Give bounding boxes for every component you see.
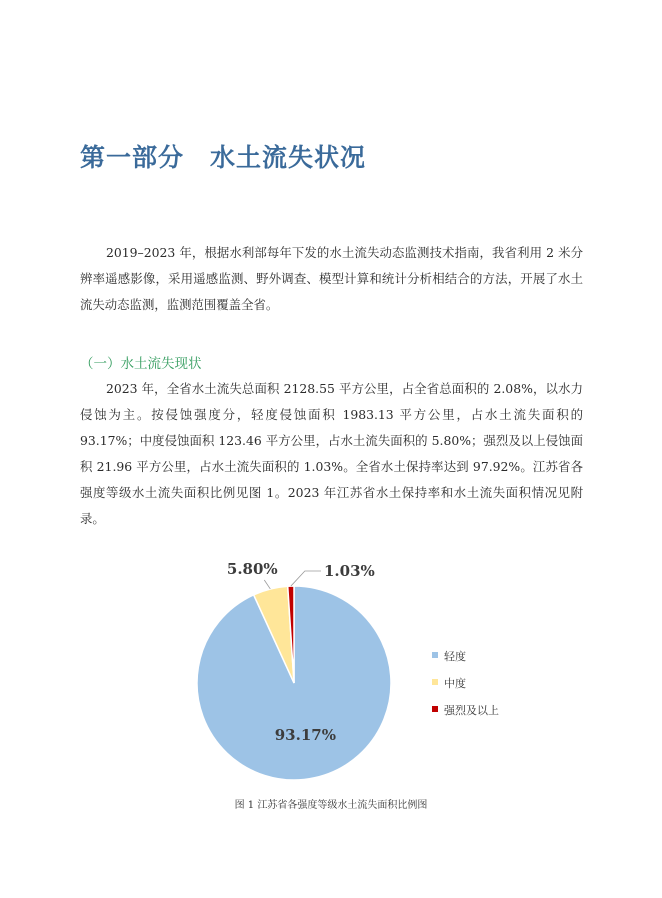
data-label-moderate: 5.80%	[226, 560, 278, 578]
leader-line-severe	[291, 571, 321, 586]
figure-caption: 图 1 江苏省各强度等级水土流失面积比例图	[234, 800, 428, 811]
legend-swatch-severe	[432, 706, 438, 712]
intro-paragraph: 2019–2023 年，根据水利部每年下发的水土流失动态监测技术指南，我省利用 2 米分辨率遥感影像，采用遥感监测、野外调查、模型计算和统计分析相结合的方法，开展了水土流失动态监测，监测范围覆盖全省。	[80, 245, 583, 312]
part-name: 水土流失状况	[210, 143, 367, 172]
part-number: 第一部分	[80, 143, 185, 172]
legend-item-severe	[432, 702, 499, 729]
legend-label-light: 轻度	[444, 650, 466, 663]
legend-swatch-light	[432, 652, 438, 658]
status-paragraph: 2023 年，全省水土流失总面积 2128.55 平方公里，占全省总面积的 2.08%，以水力侵蚀为主。按侵蚀强度分，轻度侵蚀面积 1983.13 平方公里，占水土流失面积的 93.17%；中度侵蚀面积 123.46 平方公里，占水土流失面积的 5.80%；强烈及以上侵蚀面积 21.96 平方公里，占水土流失面积的 1.03%。全省水土保持率达到 97.92%。江苏省各强度等级水土流失面积比例见图 1。2023 年江苏省水土保持率和水土流失面积情况见附录。	[80, 381, 583, 526]
legend-item-moderate	[432, 675, 499, 702]
pie-chart	[190, 550, 410, 790]
data-label-severe: 1.03%	[324, 562, 375, 580]
chart-legend	[432, 648, 499, 729]
data-label-light: 93.17%	[274, 726, 336, 745]
part-title	[80, 138, 366, 174]
legend-label-severe: 强烈及以上	[444, 704, 499, 717]
legend-swatch-moderate	[432, 679, 438, 685]
section-heading: （一）水土流失现状	[80, 356, 202, 372]
legend-item-light	[432, 648, 499, 675]
legend-label-moderate: 中度	[444, 677, 466, 690]
leader-line-moderate	[264, 580, 270, 589]
